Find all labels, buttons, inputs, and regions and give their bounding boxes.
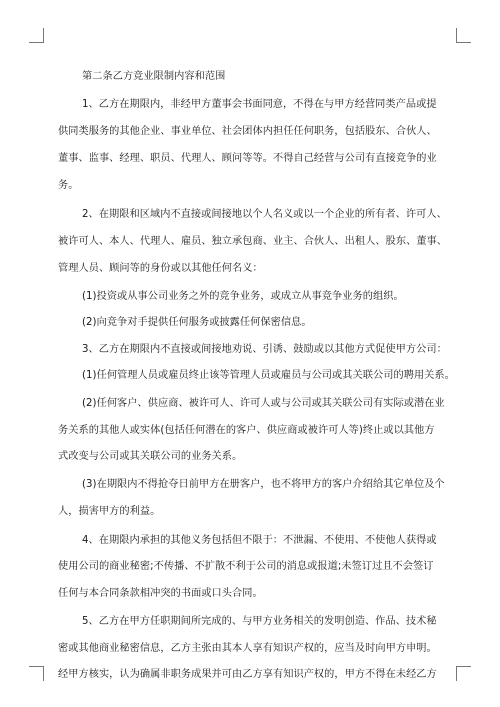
paragraph-line: (3)在期限内不得抢夺日前甲方在册客户，也不将甲方的客户介绍给其它单位及个 — [82, 479, 445, 490]
section-heading: 第二条乙方竞业限制内容和范围 — [82, 71, 226, 82]
paragraph-line: 使用公司的商业秘密;不传播、不扩散不利于公司的消息或报道;未签订过且不会签订 — [58, 561, 434, 572]
paragraph-line: 式改变与公司或其关联公司的业务关系。 — [58, 451, 243, 462]
paragraph-line: 务关系的其他人或实体(包括任何潜在的客户、供应商或被许可人等)终止或以其他方 — [58, 425, 435, 436]
paragraph-line: 董事、监事、经理、职员、代理人、顾问等等。不得自己经营与公司有直接竞争的业 — [58, 153, 437, 164]
crop-mark-top-left — [29, 28, 44, 43]
crop-mark-bottom-left — [29, 666, 44, 681]
paragraph-line: (1)任何管理人员或雇员终止该等管理人员或雇员与公司或其关联公司的聘用关系。 — [82, 370, 455, 381]
paragraph-line: 被许可人、本人、代理人、雇员、独立承包商、业主、合伙人、出租人、股东、董事、 — [58, 236, 448, 247]
paragraph-line: 供同类服务的其他企业、事业单位、社会团体内担任任何职务，包括股东、合伙人、 — [58, 126, 437, 137]
paragraph-line: (2)向竞争对手提供任何服务或披露任何保密信息。 — [82, 317, 312, 328]
paragraph-line: 2、在期限和区域内不直接或间接地以个人名义或以一个企业的所有者、许可人、 — [82, 209, 447, 220]
paragraph-line: 1、乙方在期限内，非经甲方董事会书面同意，不得在与甲方经营同类产品或提 — [82, 99, 437, 110]
paragraph-line: 经甲方核实，认为确属非职务成果并可由乙方享有知识产权的，甲方不得在未经乙方 — [58, 669, 437, 680]
paragraph-line: 5、乙方在甲方任职期间所完成的、与甲方业务相关的发明创造、作品、技术秘 — [82, 616, 437, 627]
paragraph-line: (1)投资或从事公司业务之外的竞争业务，或成立从事竞争业务的组织。 — [82, 291, 404, 302]
crop-mark-top-right — [456, 28, 471, 43]
paragraph-line: (2)任何客户、供应商、被许可人、许可人或与公司或其关联公司有实际或潜在业 — [82, 398, 445, 409]
paragraph-line: 密或其他商业秘密信息，乙方主张由其本人享有知识产权的，应当及时向甲方申明。 — [58, 643, 437, 654]
paragraph-line: 务。 — [58, 180, 79, 191]
paragraph-line: 4、在期限内承担的其他义务包括但不限于：不泄漏、不使用、不使他人获得或 — [82, 535, 437, 546]
paragraph-line: 管理人员、顾问等的身份或以其他任何名义： — [58, 263, 263, 274]
crop-mark-bottom-right — [456, 666, 471, 681]
paragraph-line: 任何与本合同条款相冲突的书面或口头合同。 — [58, 588, 263, 599]
paragraph-line: 3、乙方在期限内不直接或间接地劝说、引诱、鼓励或以其他方式促使甲方公司： — [82, 344, 447, 355]
paragraph-line: 人，损害甲方的利益。 — [58, 506, 161, 517]
